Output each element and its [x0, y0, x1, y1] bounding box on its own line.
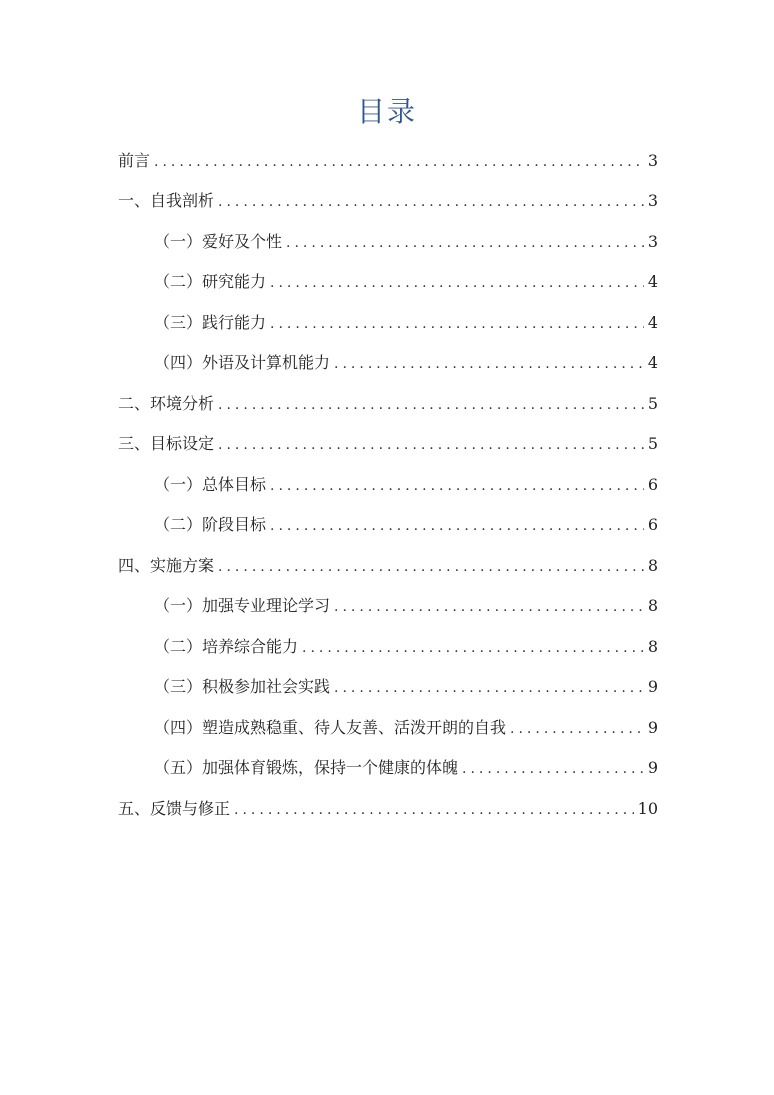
toc-dot-leader: [270, 475, 644, 495]
toc-entry[interactable]: [118, 258, 658, 299]
toc-entry-page-number: 8: [647, 596, 658, 615]
toc-entry-page-number: 8: [647, 636, 658, 656]
toc-entry-label: （三）践行能力: [154, 312, 267, 332]
toc-entry-label: （四）外语及计算机能力: [154, 353, 331, 372]
toc-title: 目录: [356, 95, 417, 128]
toc-entry-page-number: 3: [647, 191, 658, 210]
toc-entry[interactable]: [118, 582, 658, 623]
toc-entry[interactable]: [118, 339, 658, 380]
toc-entry[interactable]: [118, 622, 658, 663]
table-of-contents: [118, 136, 658, 825]
toc-entry-page-number: 6: [647, 474, 658, 494]
toc-dot-leader: [510, 718, 644, 738]
toc-entry-label: （一）总体目标: [154, 474, 267, 494]
toc-entry[interactable]: [118, 663, 658, 704]
toc-entry-label: 一、自我剖析: [118, 191, 215, 210]
toc-entry-label: （五）加强体育锻炼，保持一个健康的体魄: [154, 758, 459, 777]
toc-entry-label: 三、目标设定: [118, 434, 215, 453]
toc-entry-label: （一）加强专业理论学习: [154, 596, 331, 615]
toc-entry-page-number: 3: [647, 231, 658, 251]
toc-entry-page-number: 4: [647, 312, 658, 332]
toc-entry-page-number: 8: [647, 555, 658, 575]
toc-entry[interactable]: [118, 298, 658, 339]
toc-entry-page-number: 5: [647, 434, 658, 453]
toc-entry-page-number: 6: [647, 515, 658, 534]
toc-entry-label: （二）培养综合能力: [154, 636, 299, 656]
toc-entry-label: 四、实施方案: [118, 555, 215, 575]
toc-dot-leader: [218, 394, 644, 414]
toc-entry-label: （二）研究能力: [154, 272, 267, 291]
toc-dot-leader: [334, 353, 644, 373]
toc-dot-leader: [270, 313, 644, 333]
toc-entry-label: （三）积极参加社会实践: [154, 677, 331, 696]
toc-entry[interactable]: [118, 744, 658, 785]
toc-entry-page-number: 5: [647, 393, 658, 413]
toc-entry[interactable]: [118, 420, 658, 461]
toc-dot-leader: [270, 272, 644, 292]
toc-dot-leader: [218, 556, 644, 576]
toc-dot-leader: [270, 515, 644, 535]
toc-entry-page-number: 10: [637, 798, 658, 818]
toc-entry-page-number: 4: [647, 353, 658, 372]
toc-entry[interactable]: [118, 217, 658, 258]
toc-dot-leader: [218, 191, 644, 211]
toc-dot-leader: [286, 232, 644, 252]
toc-entry-label: 五、反馈与修正: [118, 798, 231, 818]
toc-entry-label: （四）塑造成熟稳重、待人友善、活泼开朗的自我: [154, 717, 507, 737]
toc-entry[interactable]: [118, 541, 658, 582]
toc-entry-page-number: 9: [647, 717, 658, 737]
toc-entry-page-number: 9: [647, 758, 658, 777]
toc-entry[interactable]: [118, 501, 658, 542]
toc-dot-leader: [234, 799, 634, 819]
toc-entry-page-number: 3: [647, 150, 658, 170]
toc-entry[interactable]: [118, 784, 658, 825]
toc-entry-label: （二）阶段目标: [154, 515, 267, 534]
toc-dot-leader: [334, 677, 644, 697]
toc-entry-page-number: 9: [647, 677, 658, 696]
toc-entry-label: 二、环境分析: [118, 393, 215, 413]
toc-entry-label: 前言: [118, 150, 151, 170]
toc-entry-label: （一）爱好及个性: [154, 231, 283, 251]
toc-dot-leader: [334, 596, 644, 616]
toc-entry[interactable]: [118, 703, 658, 744]
toc-entry[interactable]: [118, 379, 658, 420]
toc-entry-page-number: 4: [647, 272, 658, 291]
toc-dot-leader: [218, 434, 644, 454]
toc-dot-leader: [154, 151, 644, 171]
toc-dot-leader: [462, 758, 644, 778]
toc-entry[interactable]: [118, 136, 658, 177]
toc-entry[interactable]: [118, 177, 658, 218]
toc-entry[interactable]: [118, 460, 658, 501]
toc-dot-leader: [302, 637, 644, 657]
